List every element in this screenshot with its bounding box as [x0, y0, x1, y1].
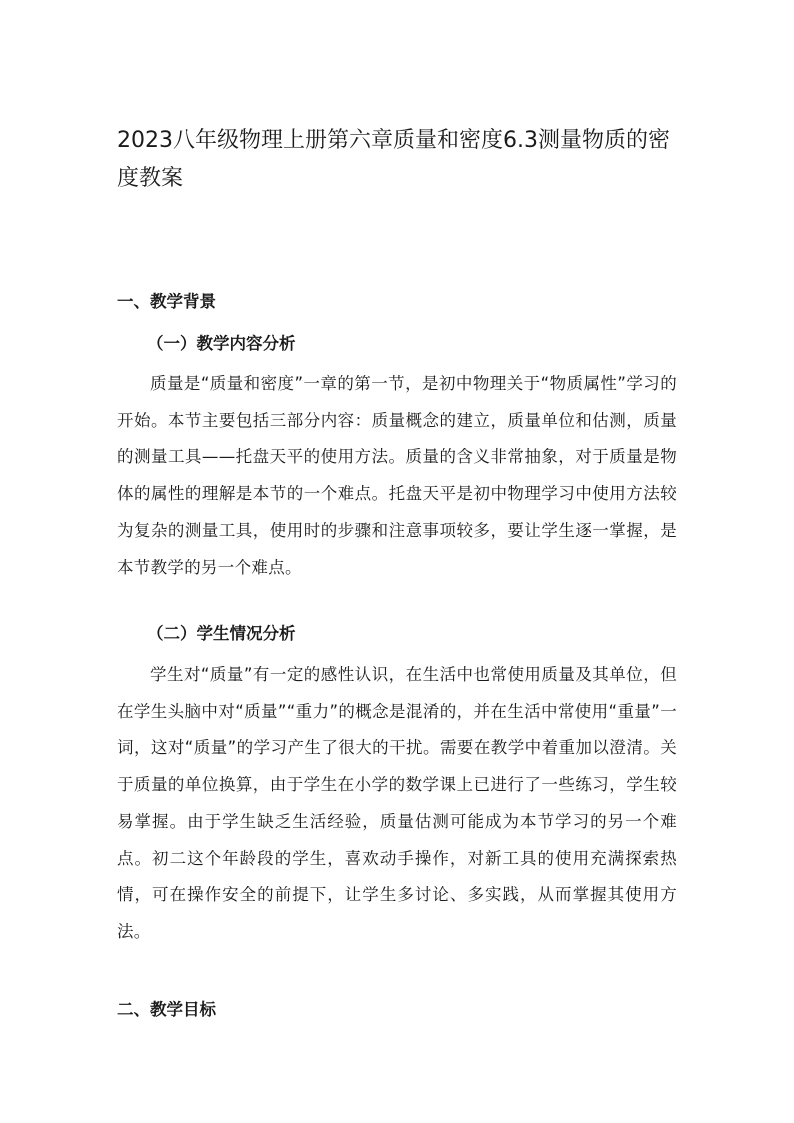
paragraph-content-analysis: 质量是“质量和密度”一章的第一节，是初中物理关于“物质属性”学习的开始。本节主要包括三部分内容：质量概念的建立，质量单位和估测，质量的测量工具——托盘天平的使用方法。质量的含义非常抽象，对于质量是物体的属性的理解是本节的一个难点。托盘天平是初中物理学习中使用方法较为复杂的测量工具，使用时的步骤和注意事项较多，要让学生逐一掌握，是本节教学的另一个难点。: [117, 374, 677, 577]
paragraph-student-analysis: 学生对“质量”有一定的感性认识，在生活中也常使用质量及其单位，但在学生头脑中对“质量”“重力”的概念是混淆的，并在生活中常使用“重量”一词，这对“质量”的学习产生了很大的干扰。需要在教学中着重加以澄清。关于质量的单位换算，由于学生在小学的数学课上已进行了一些练习，学生较易掌握。由于学生缺乏生活经验，质量估测可能成为本节学习的另一个难点。初二这个年龄段的学生，喜欢动手操作，对新工具的使用充满探索热情，可在操作安全的前提下，让学生多讨论、多实践，从而掌握其使用方法。: [117, 665, 677, 941]
section-heading-teaching-goals: 二、教学目标: [117, 1000, 216, 1019]
document-title: 2023八年级物理上册第六章质量和密度6.3测量物质的密度教案: [117, 128, 670, 191]
section-heading-teaching-background: 一、教学背景: [117, 292, 216, 311]
subsection-heading-student-analysis: （二）学生情况分析: [147, 624, 296, 643]
subsection-heading-content-analysis: （一）教学内容分析: [147, 334, 296, 353]
